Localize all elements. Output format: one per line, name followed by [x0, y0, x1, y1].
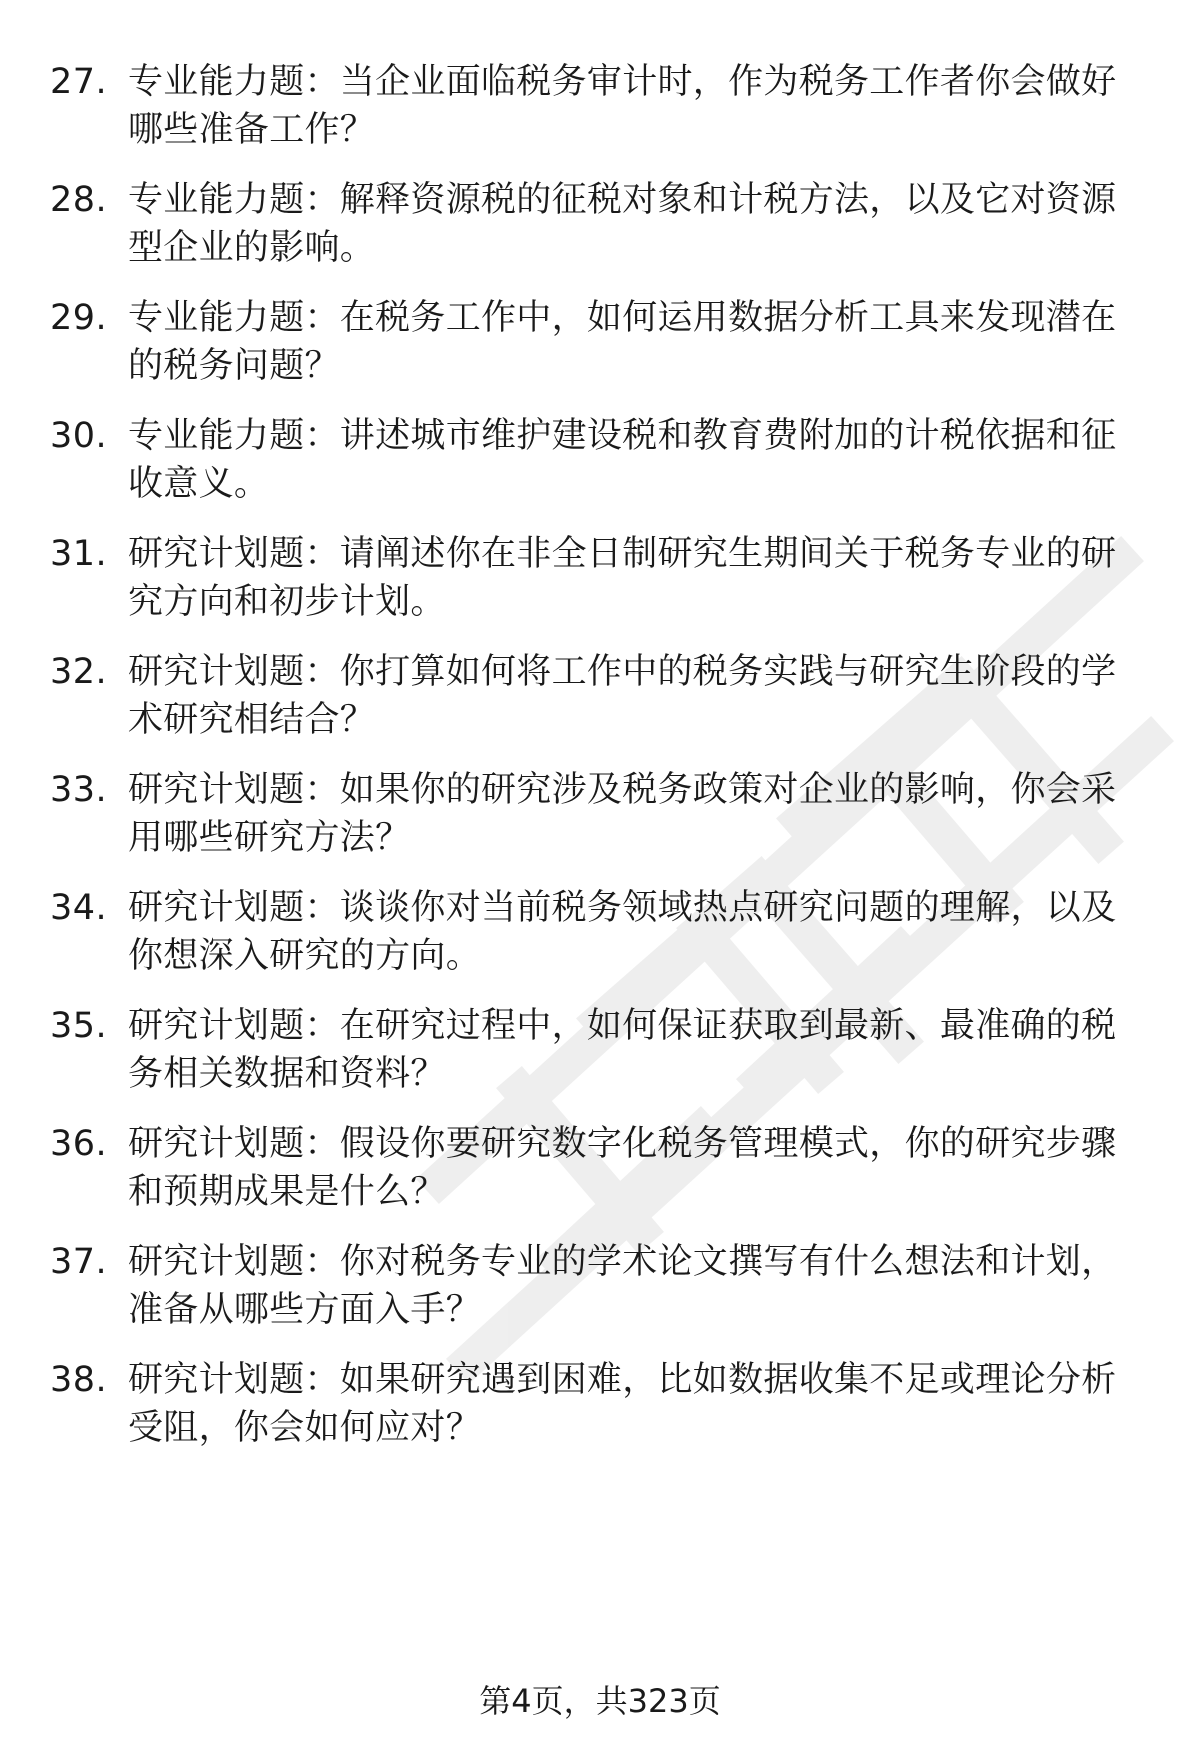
list-item	[0, 648, 1200, 758]
question-number: 29.	[50, 298, 108, 338]
list-item	[0, 884, 1200, 994]
question-number: 28.	[50, 180, 108, 220]
question-text: 研究计划题：谈谈你对当前税务领域热点研究问题的理解，以及你想深入研究的方向。	[128, 888, 1117, 976]
question-text: 研究计划题：请阐述你在非全日制研究生期间关于税务专业的研究方向和初步计划。	[128, 534, 1117, 622]
question-text: 研究计划题：你对税务专业的学术论文撰写有什么想法和计划，准备从哪些方面入手？	[128, 1242, 1117, 1330]
question-number: 27.	[50, 62, 108, 102]
question-number: 31.	[50, 534, 108, 574]
list-item	[0, 1120, 1200, 1230]
question-text: 专业能力题：当企业面临税务审计时，作为税务工作者你会做好哪些准备工作？	[128, 62, 1117, 150]
question-number: 37.	[50, 1242, 108, 1282]
list-item	[0, 530, 1200, 640]
question-number: 32.	[50, 652, 108, 692]
question-number: 34.	[50, 888, 108, 928]
list-item	[0, 176, 1200, 286]
question-text: 研究计划题：你打算如何将工作中的税务实践与研究生阶段的学术研究相结合？	[128, 652, 1117, 740]
question-text: 研究计划题：如果你的研究涉及税务政策对企业的影响，你会采用哪些研究方法？	[128, 770, 1117, 858]
list-item	[0, 58, 1200, 168]
list-item	[0, 1356, 1200, 1466]
list-item	[0, 412, 1200, 522]
question-number: 33.	[50, 770, 108, 810]
question-text: 研究计划题：假设你要研究数字化税务管理模式，你的研究步骤和预期成果是什么？	[128, 1124, 1117, 1212]
question-number: 35.	[50, 1006, 108, 1046]
question-number: 36.	[50, 1124, 108, 1164]
question-number: 38.	[50, 1360, 108, 1400]
page-footer: 第4页，共323页	[479, 1682, 721, 1720]
question-text: 专业能力题：解释资源税的征税对象和计税方法，以及它对资源型企业的影响。	[128, 180, 1117, 268]
list-item	[0, 294, 1200, 404]
question-number: 30.	[50, 416, 108, 456]
list-item	[0, 1238, 1200, 1348]
list-item	[0, 766, 1200, 876]
question-text: 专业能力题：讲述城市维护建设税和教育费附加的计税依据和征收意义。	[128, 416, 1117, 504]
list-item	[0, 1002, 1200, 1112]
question-text: 研究计划题：在研究过程中，如何保证获取到最新、最准确的税务相关数据和资料？	[128, 1006, 1117, 1094]
question-text: 研究计划题：如果研究遇到困难，比如数据收集不足或理论分析受阻，你会如何应对？	[128, 1360, 1117, 1448]
question-text: 专业能力题：在税务工作中，如何运用数据分析工具来发现潜在的税务问题？	[128, 298, 1117, 386]
